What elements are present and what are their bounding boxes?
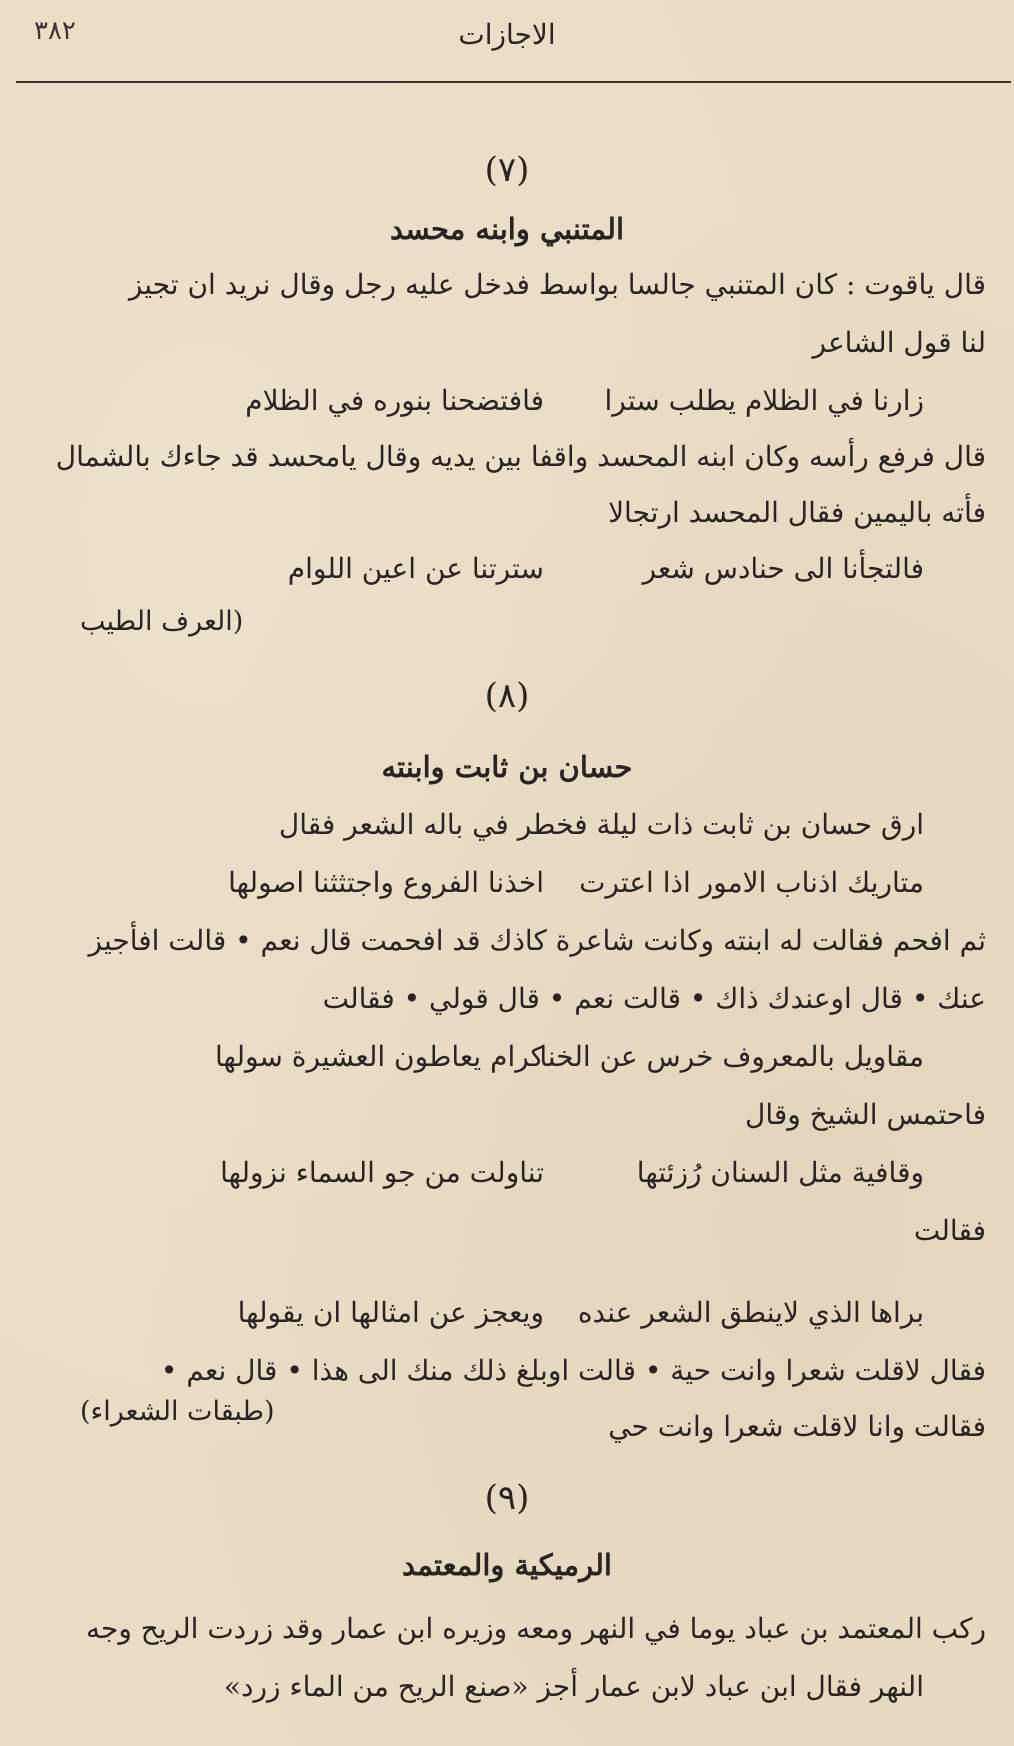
verse-hemistich-first: وقافية مثل السنان رُزئتها (636, 1156, 924, 1189)
source-citation: (العرف الطيب (80, 606, 244, 637)
paragraph-line: فقالت وانا لاقلت شعرا وانت حي (608, 1410, 986, 1443)
verse-hemistich-first: فالتجأنا الى حنادس شعر (642, 552, 924, 585)
verse (245, 384, 924, 417)
verse-hemistich-second: اخذنا الفروع واجتثثنا اصولها (228, 866, 544, 899)
verse (228, 866, 924, 899)
paragraph-line: النهر فقال ابن عباد لابن عمار أجز «صنع الريح من الماء زرد» (223, 1670, 924, 1703)
section-title-7: المتنبي وابنه محسد (389, 212, 625, 246)
verse (238, 1296, 924, 1329)
verse-hemistich-first: زارنا في الظلام يطلب سترا (604, 384, 924, 417)
paragraph-line: قال ياقوت : كان المتنبي جالسا بواسط فدخل عليه رجل وقال نريد ان تجيز (128, 268, 986, 301)
paragraph-line: ركب المعتمد بن عباد يوما في النهر ومعه وزيره ابن عمار وقد زردت الريح وجه (86, 1612, 986, 1645)
verse-hemistich-first: متاريك اذناب الامور اذا اعترت (579, 866, 924, 899)
verse-hemistich-second: فافتضحنا بنوره في الظلام (245, 384, 544, 417)
verse-hemistich-second: كرام يعاطون العشيرة سولها (215, 1040, 544, 1073)
paragraph-line: لنا قول الشاعر (812, 326, 986, 359)
verse-hemistich-second: ويعجز عن امثالها ان يقولها (237, 1296, 544, 1329)
verse (220, 1156, 924, 1189)
verse-hemistich-second: تناولت من جو السماء نزولها (220, 1156, 544, 1189)
paragraph-line: قال فرفع رأسه وكان ابنه المحسد واقفا بين يديه وقال يامحسد قد جاءك بالشمال (55, 440, 986, 473)
paragraph-line: عنك • قال اوعندك ذاك • قالت نعم • قال قولي • فقالت (322, 982, 986, 1015)
verse-hemistich-second: سترتنا عن اعين اللوام (287, 552, 544, 585)
page-number: ٣٨٢ (34, 16, 76, 46)
running-header-title: الاجازات (458, 18, 556, 51)
paragraph-line: فاحتمس الشيخ وقال (745, 1098, 986, 1131)
section-number-8: (٨) (484, 676, 530, 716)
verse-hemistich-first: براها الذي لاينطق الشعر عنده (577, 1296, 924, 1329)
paragraph-line: فقالت (913, 1214, 986, 1247)
verse (215, 1040, 924, 1073)
section-number-7: (٧) (484, 150, 530, 190)
verse (288, 552, 924, 585)
paragraph-line: فأته باليمين فقال المحسد ارتجالا (608, 496, 986, 529)
header-rule (16, 81, 1011, 83)
section-title-8: حسان بن ثابت وابنته (381, 750, 633, 784)
paragraph-line: ثم افحم فقالت له ابنته وكانت شاعرة كاذك قد افحمت قال نعم • قالت افأجيز (88, 924, 986, 957)
section-number-9: (٩) (484, 1478, 530, 1518)
source-citation: (طبقات الشعراء) (80, 1396, 275, 1427)
paragraph-line: ارق حسان بن ثابت ذات ليلة فخطر في باله الشعر فقال (278, 808, 924, 841)
paragraph-line: فقال لاقلت شعرا وانت حية • قالت اوبلغ ذلك منك الى هذا • قال نعم • (160, 1354, 986, 1387)
section-title-9: الرميكية والمعتمد (402, 1548, 612, 1582)
verse-hemistich-first: مقاويل بالمعروف خرس عن الخنا (539, 1040, 924, 1073)
